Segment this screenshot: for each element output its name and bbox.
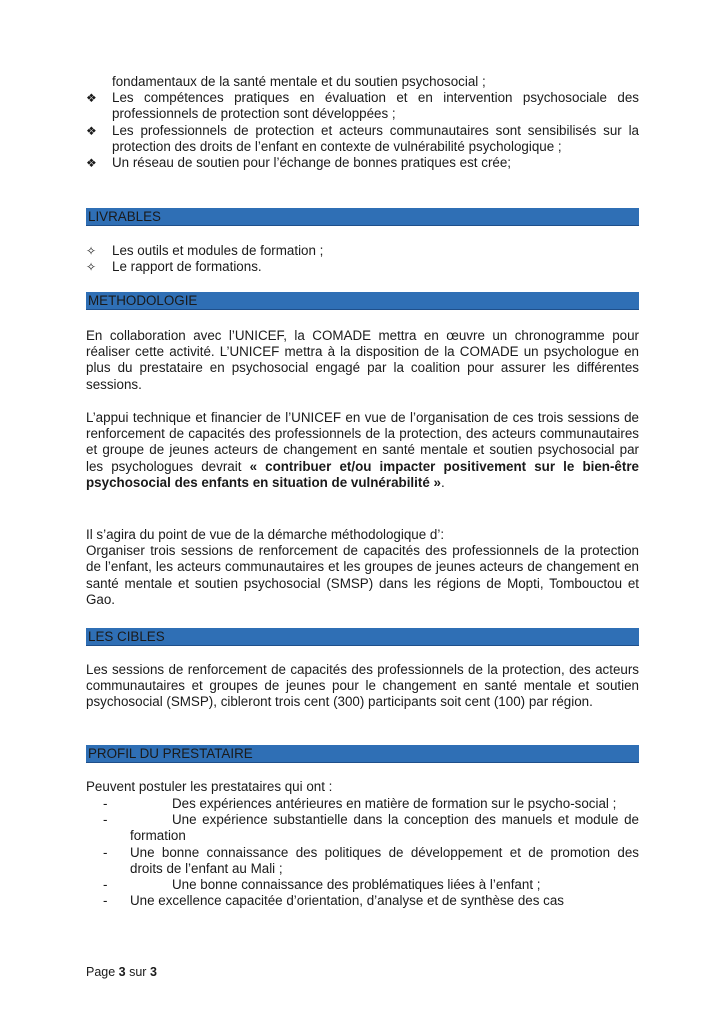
section-heading-methodologie: METHODOLOGIE	[86, 292, 639, 309]
dash-bullet-icon: -	[103, 877, 108, 893]
list-item: - Une bonne connaissance des politiques de développement et de promotion des droits de l’enfant au Mali ;	[103, 844, 639, 876]
list-item: - Des expériences antérieures en matière de formation sur le psycho-social ;	[103, 796, 617, 811]
methodology-paragraph-3: Il s’agira du point de vue de la démarche méthodologique d’: Organiser trois sessions de renforcement de capacités des professionnels de la protection de l’enfant, les acteurs communautaires et les groupes de jeunes acteurs de changement en santé mentale et soutien psychosocial (SMSP) dans les régions de Mopti, Tombouctou et Gao.	[86, 527, 639, 607]
profile-requirements-list	[86, 796, 639, 909]
outcomes-list	[86, 74, 639, 171]
list-item: - Une expérience substantielle dans la conception des manuels et module de formation	[103, 812, 639, 844]
list-item: ❖ Les compétences pratiques en évaluation et en intervention psychosociale des professionnels de protection sont développées ;	[86, 90, 639, 122]
section-heading-livrables: LIVRABLES	[86, 208, 639, 225]
section-heading-profil: PROFIL DU PRESTATAIRE	[86, 745, 639, 762]
dash-bullet-icon: -	[103, 893, 108, 909]
dash-bullet-icon: -	[103, 812, 108, 828]
methodology-paragraph-2: L’appui technique et financier de l’UNICEF en vue de l’organisation de ces trois sessions de renforcement de capacités des professionnels de la protection, des acteurs communautaires et groupe de jeunes acteurs de changement en santé mentale et soutien psychosocial par les psychologues devrait « contribuer et/ou impacter positivement sur le bien-être psychosocial des enfants en situation de vulnérabilité ».	[86, 410, 639, 490]
list-item: ❖ Un réseau de soutien pour l’échange de bonnes pratiques est crée;	[86, 155, 512, 171]
deliverables-list	[86, 243, 639, 275]
list-item: - Une bonne connaissance des problématiques liées à l’enfant ;	[103, 877, 541, 893]
star-bullet-icon: ✧	[86, 244, 97, 258]
diamond-bullet-icon: ❖	[86, 156, 97, 171]
diamond-bullet-icon: ❖	[86, 91, 97, 106]
dash-bullet-icon: -	[103, 844, 108, 860]
star-bullet-icon: ✧	[86, 260, 97, 275]
section-heading-cibles: LES CIBLES	[86, 628, 639, 645]
page-number: Page 3 sur 3	[86, 965, 157, 979]
list-item: ❖ Les professionnels de protection et acteurs communautaires sont sensibilisés sur la protection des droits de l’enfant en contexte de vulnérabilité psychologique ;	[86, 122, 639, 154]
list-item: ✧ Le rapport de formations.	[86, 259, 262, 275]
emphasis-text: « contribuer et/ou impacter positivement sur le bien-être psychosocial des enfants en situation de vulnérabilité »	[86, 458, 639, 490]
list-item: - Une excellence capacitée d’orientation, d’analyse et de synthèse des cas	[103, 893, 564, 909]
dash-bullet-icon: -	[103, 796, 108, 811]
list-item: ✧ Les outils et modules de formation ;	[86, 243, 324, 258]
methodology-paragraph-1: En collaboration avec l’UNICEF, la COMADE mettra en œuvre un chronogramme pour réaliser cette activité. L’UNICEF mettra à la disposition de la COMADE un psychologue en plus du prestataire en psychosocial engagé par la coalition pour assurer les différentes sessions.	[86, 328, 639, 392]
list-item: fondamentaux de la santé mentale et du soutien psychosocial ;	[112, 74, 486, 89]
diamond-bullet-icon: ❖	[86, 123, 97, 138]
targets-paragraph: Les sessions de renforcement de capacités des professionnels de la protection, des acteurs communautaires et groupes de jeunes pour le changement en santé mentale et soutien psychosocial (SMSP), cibleront trois cent (300) participants soit cent (100) par région.	[86, 662, 639, 710]
profile-intro: Peuvent postuler les prestataires qui ont :	[86, 779, 333, 794]
